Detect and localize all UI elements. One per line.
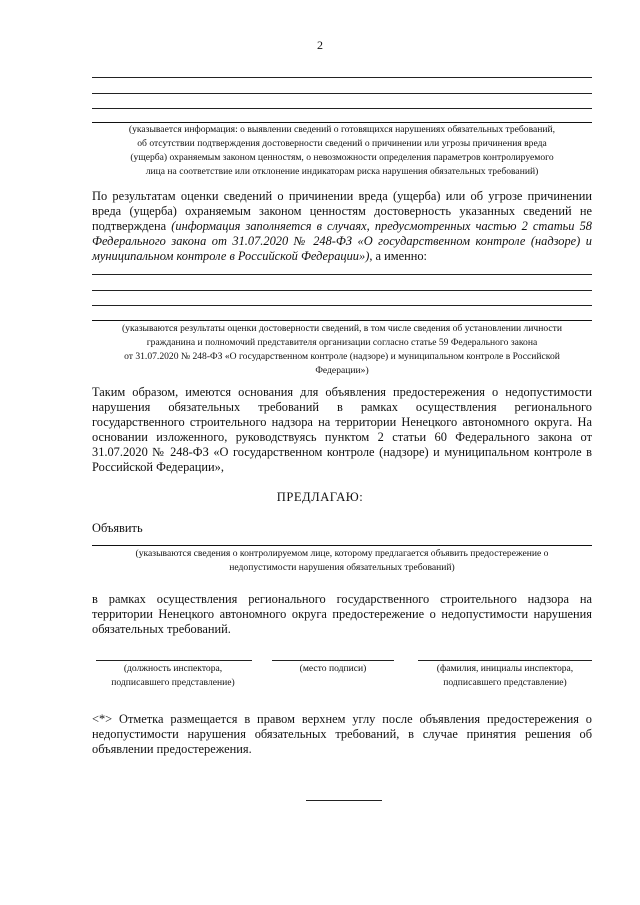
- caption-line: лица на соответствие или отклонение индикаторам риска нарушения обязательных требований): [145, 166, 539, 177]
- signature-line-signature: [272, 660, 394, 661]
- assessment-text: По результатам оценки сведений о причинении вреда (ущерба) или об угрозе причинении вреда (ущерба) охраняемым законом ценностям достоверность указанных сведений не подтверждена: [92, 189, 592, 233]
- fill-line: [92, 545, 592, 546]
- caption-information: [92, 123, 592, 179]
- signature-line-position: [96, 660, 252, 661]
- assessment-tail: , а именно:: [369, 249, 427, 263]
- paragraph-grounds: Таким образом, имеются основания для объявления предостережения о недопустимости нарушения обязательных требований в рамках осуществления регионального государственного строительного надзора на территории Ненецкого автономного округа. На основании изложенного, руководствуясь пунктом 2 статьи 60 Федерального закона от 31.07.2020 № 248-ФЗ «О государственном контроле (надзоре) и муниципальном контроле в Российской Федерации»,: [92, 385, 592, 474]
- fill-line: [92, 108, 592, 109]
- fill-line: [92, 305, 592, 306]
- caption-line: (указывается информация: о выявлении сведений о готовящихся нарушениях обязательных требований,: [128, 124, 556, 135]
- caption-line: гражданина и полномочий представителя организации согласно статье 59 Федерального закона: [146, 337, 538, 348]
- end-separator-line: [306, 800, 382, 801]
- fill-line: [92, 290, 592, 291]
- caption-line: (должность инспектора,: [123, 663, 223, 674]
- proposal-heading: ПРЕДЛАГАЮ:: [276, 490, 364, 504]
- fill-line: [92, 274, 592, 275]
- caption-line: Федерации»): [315, 365, 369, 376]
- paragraph-assessment: [92, 189, 592, 264]
- caption-line: об отсутствии подтверждения достоверности сведений о причинении или угрозы причинения вреда: [137, 138, 547, 149]
- declare-label: Объявить: [92, 521, 143, 535]
- signature-caption-name: [412, 662, 598, 690]
- fill-line: [92, 77, 592, 78]
- caption-line: (фамилия, инициалы инспектора,: [436, 663, 574, 674]
- caption-line: (указываются результаты оценки достоверности сведений, в том числе сведения об установлении личности: [121, 323, 562, 334]
- caption-assessment-results: [92, 322, 592, 378]
- caption-line: (ущерба) охраняемым законом ценностям, о невозможности определения параметров контролируемого: [130, 152, 554, 163]
- signature-caption-place: (место подписи): [299, 663, 367, 674]
- caption-controlled-person: [92, 547, 592, 575]
- caption-line: от 31.07.2020 № 248-ФЗ «О государственном контроле (надзоре) и муниципальном контроле в Российской: [124, 351, 560, 362]
- caption-line: подписавшего представление): [443, 677, 567, 688]
- caption-line: недопустимости нарушения обязательных требований): [229, 562, 455, 573]
- signature-caption-position: [80, 662, 266, 690]
- fill-line: [92, 320, 592, 321]
- fill-line: [92, 93, 592, 94]
- assessment-italic-note: (информация заполняется в случаях, предусмотренных частью 2 статьи 58 Федерального закона от 31.07.2020 № 248-ФЗ «О государственном контроле (надзоре) и муниципальном контроле в Российской Федерации»): [92, 219, 592, 263]
- signature-line-name: [418, 660, 592, 661]
- page-number: 2: [317, 38, 323, 52]
- footnote: <*> Отметка размещается в правом верхнем углу после объявления предостережения о недопустимости нарушения обязательных требований, в случае принятия решения об объявлении предостережения.: [92, 712, 592, 756]
- paragraph-warning: в рамках осуществления регионального государственного строительного надзора на территории Ненецкого автономного округа предостережение о недопустимости нарушения обязательных требований.: [92, 592, 592, 636]
- caption-line: (указываются сведения о контролируемом лице, которому предлагается объявить предостережение о: [135, 548, 549, 559]
- caption-line: подписавшего представление): [111, 677, 235, 688]
